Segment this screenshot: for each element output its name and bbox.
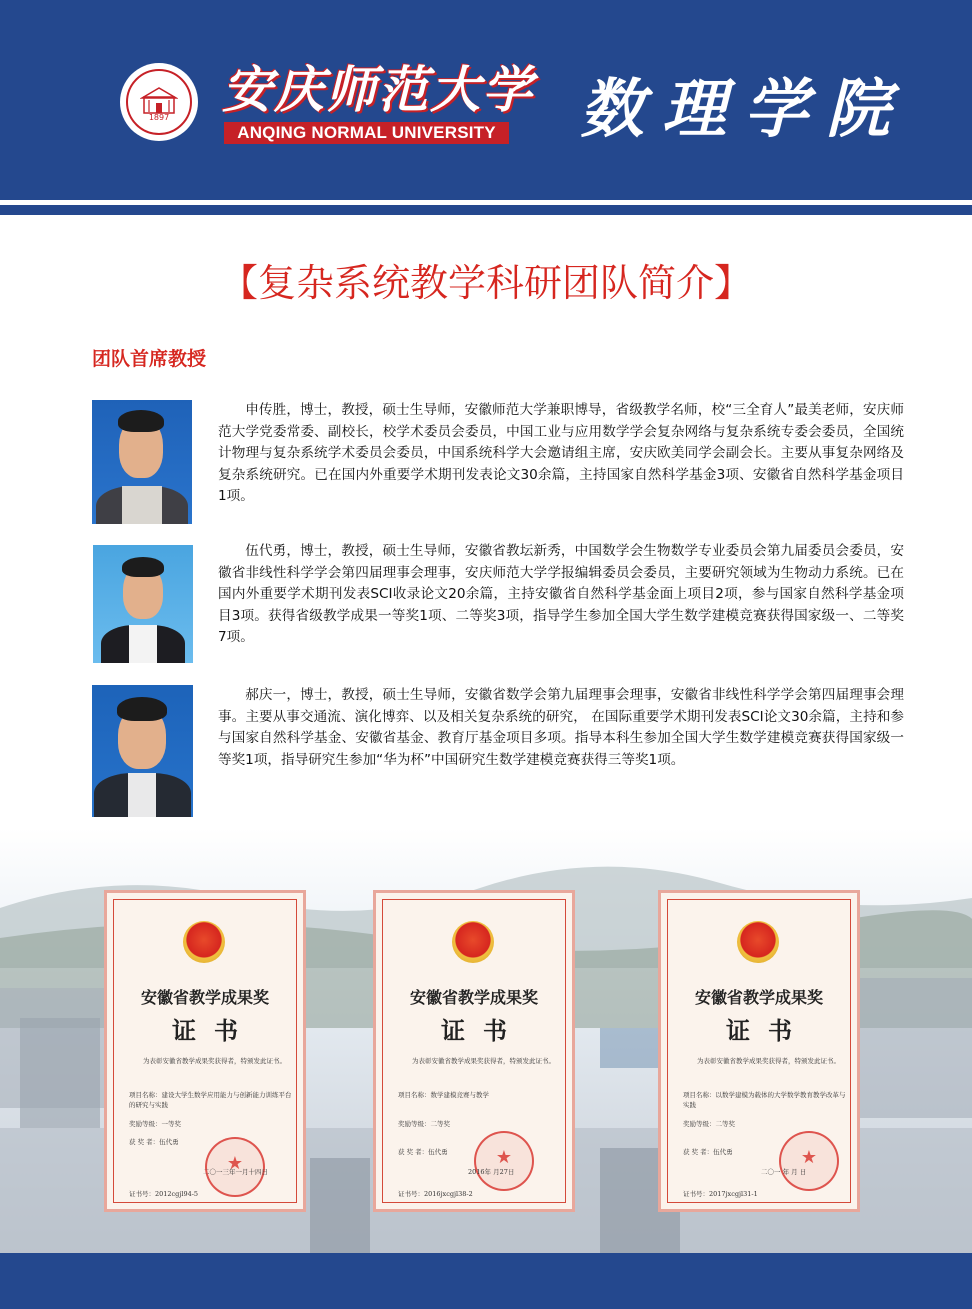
university-seal-icon: [120, 63, 198, 141]
certificate-intro: 为表彰安徽省教学成果奖获得者，特颁发此证书。: [412, 1057, 555, 1065]
member-photo: [92, 685, 193, 817]
certificate-winner: 获 奖 者：伍代勇: [129, 1138, 179, 1146]
certificate: [373, 890, 575, 1212]
certificate-subtitle: 证书: [172, 1016, 256, 1045]
official-seal-icon: [779, 1131, 839, 1191]
national-emblem-icon: [737, 921, 779, 963]
national-emblem-icon: [452, 921, 494, 963]
certificate-number: 证书号：2012cgjl94-5: [129, 1190, 199, 1198]
certificate-number: 证书号：2017jxcgjl31-1: [683, 1190, 758, 1198]
section-heading: 团队首席教授: [92, 348, 207, 370]
certificate-date: 二〇一三年一月十四日: [203, 1168, 268, 1176]
college-name: 数理学院: [580, 72, 908, 147]
certificate-winner: 获 奖 者：伍代勇: [398, 1148, 448, 1156]
member-bio: 伍代勇，博士，教授，硕士生导师，安徽省教坛新秀，中国数学会生物数学专业委员会第九届委员会委员，安徽省非线性科学学会第四届理事会理事，安庆师范大学学报编辑委员会委员，主要研究领域为生物动力系统。已在国内外重要学术期刊发表SCI收录论文20余篇，主持安徽省自然科学基金面上项目2项，参与国家自然科学基金项目3项。获得省级教学成果一等奖1项、二等奖3项，指导学生参加全国大学生数学建模竞赛获得国家级一、二等奖7项。: [218, 543, 904, 645]
certificate-intro: 为表彰安徽省教学成果奖获得者，特颁发此证书。: [697, 1057, 840, 1065]
member-bio: 郝庆一，博士，教授，硕士生导师，安徽省数学会第九届理事会理事，安徽省非线性科学学会第四届理事会理事。主要从事交通流、演化博弈、以及相关复杂系统的研究， 在国际重要学术期刊发表SCI论文30余篇，主持和参与国家自然科学基金、安徽省基金、教育厅基金项目多项。指导本科生参加全国大学生数学建模竞赛获得国家级一等奖1项，指导研究生参加“华为杯”中国研究生数学建模竞赛获得三等奖1项。: [218, 687, 904, 768]
certificate-title: 安徽省教学成果奖: [140, 988, 269, 1007]
certificate-number: 证书号：2016jxcgjl38-2: [398, 1190, 473, 1198]
certificate-project: 项目名称：建设大学生数学应用能力与创新能力训练平台的研究与实践: [129, 1091, 292, 1109]
certificate-intro: 为表彰安徽省教学成果奖获得者，特颁发此证书。: [143, 1057, 286, 1065]
certificate-subtitle: 证书: [726, 1016, 810, 1045]
header-stripe: [0, 205, 972, 215]
university-name-cn: 安庆师范大学: [222, 60, 534, 119]
page-title: 【复杂系统教学科研团队简介】: [219, 261, 752, 305]
certificate-level: 奖励等级：一等奖: [129, 1120, 181, 1128]
university-name-en: ANQING NORMAL UNIVERSITY: [224, 122, 509, 144]
member-bio: 申传胜，博士，教授，硕士生导师，安徽师范大学兼职博导，省级教学名师，校“三全育人”最美老师，安庆师范大学党委常委、副校长，校学术委员会委员，中国工业与应用数学学会复杂网络与复杂系统专委会委员，全国统计物理与复杂系统学术委员会委员，中国系统科学大会邀请组主席，安庆欧美同学会副会长。主要从事复杂网络及复杂系统研究。已在国内外重要学术期刊发表论文30余篇，主持国家自然科学基金3项、安徽省自然科学基金项目1项。: [218, 402, 904, 504]
certificate-winner: 获 奖 者：伍代勇: [683, 1148, 733, 1156]
certificate-date: 2016年 月27日: [468, 1168, 515, 1176]
certificate: [658, 890, 860, 1212]
official-seal-icon: [474, 1131, 534, 1191]
certificate-subtitle: 证书: [441, 1016, 525, 1045]
header-banner: [0, 0, 972, 200]
member-photo: [92, 400, 192, 524]
certificate-project: 项目名称：以数学建模为载体的大学数学教育教学改革与实践: [683, 1091, 846, 1109]
certificate-level: 奖励等级：二等奖: [683, 1120, 735, 1128]
certificate-date: 二〇一 年 月 日: [761, 1168, 807, 1176]
certificate: [104, 890, 306, 1212]
certificate-level: 奖励等级：二等奖: [398, 1120, 450, 1128]
footer-band: [0, 1253, 972, 1309]
certificate-project: 项目名称：数学建模竞赛与教学: [398, 1091, 489, 1099]
logo-year: 1897: [148, 113, 170, 122]
member-photo: [93, 545, 193, 663]
certificate-title: 安徽省教学成果奖: [694, 988, 823, 1007]
national-emblem-icon: [183, 921, 225, 963]
certificate-title: 安徽省教学成果奖: [409, 988, 538, 1007]
